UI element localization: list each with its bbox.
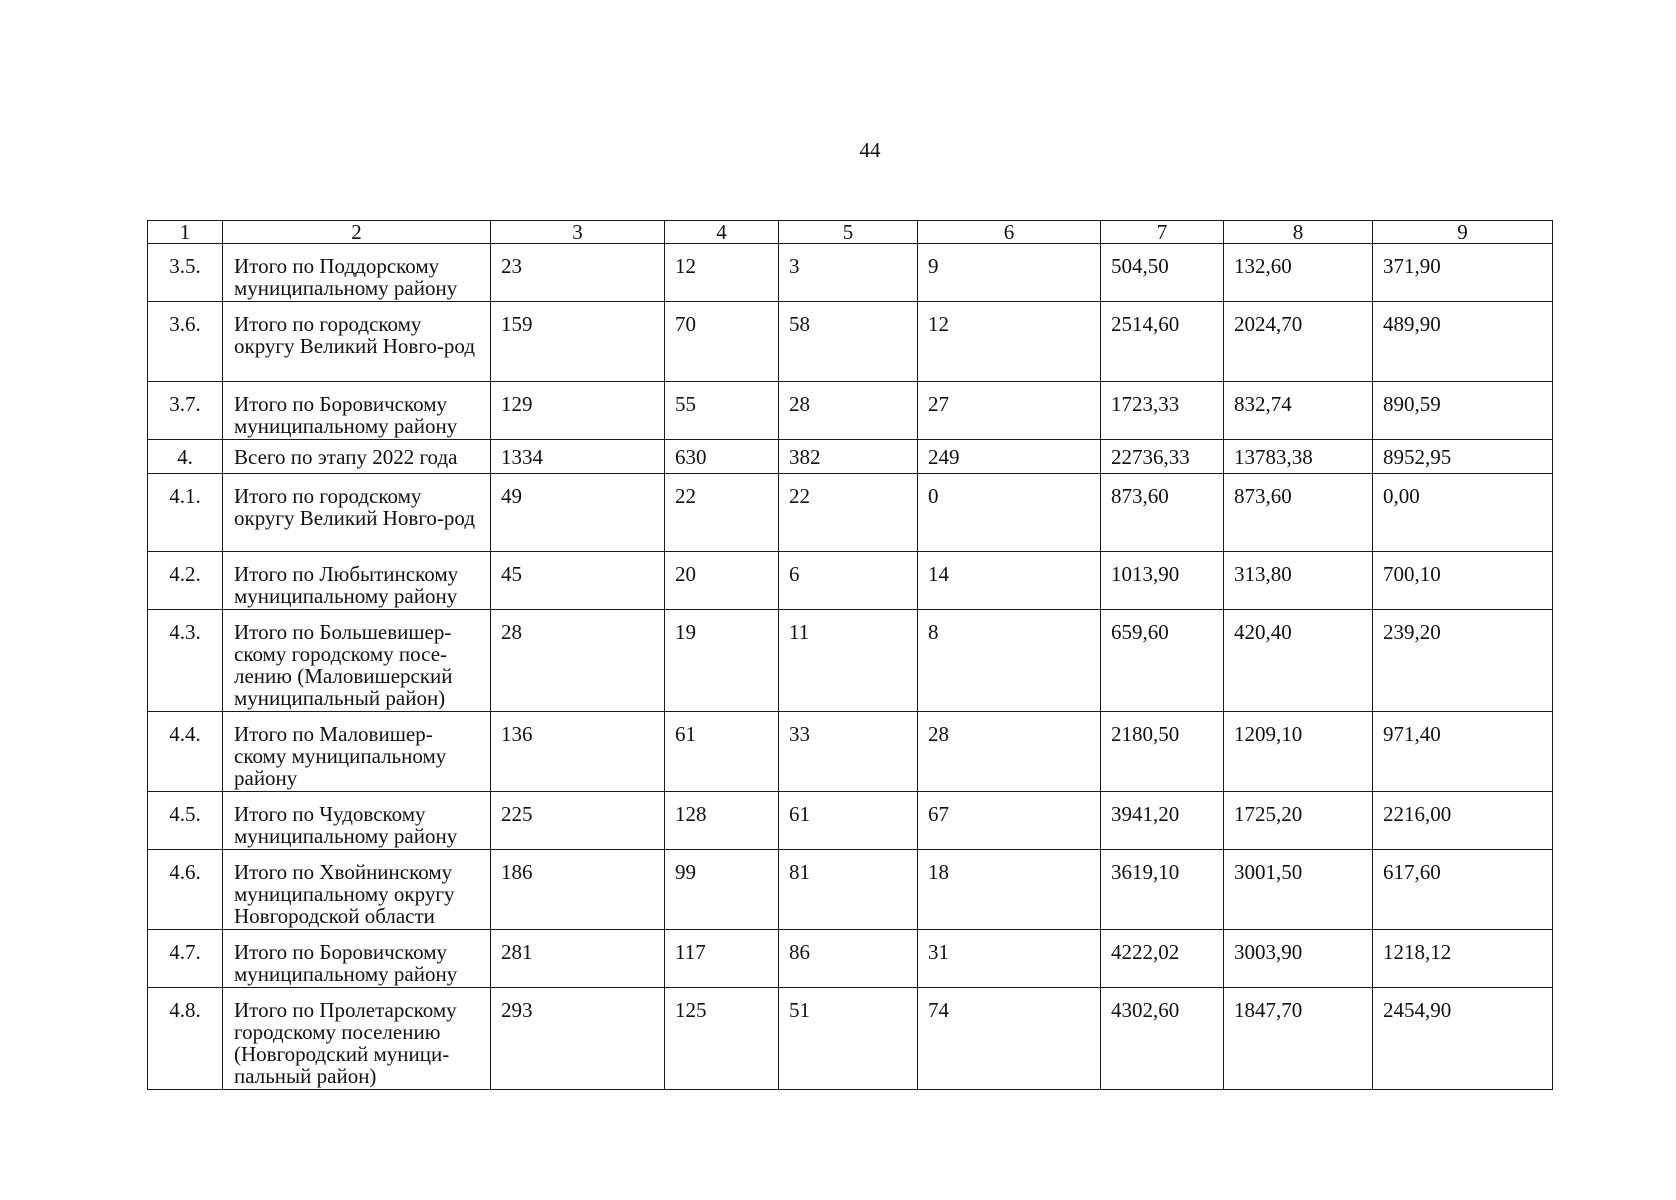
cell-col-4: 55	[665, 382, 779, 440]
cell-col-4: 99	[665, 850, 779, 930]
cell-col-5: 28	[779, 382, 918, 440]
cell-col-8: 1209,10	[1224, 712, 1373, 792]
cell-col-6: 74	[918, 988, 1101, 1090]
cell-col-6: 31	[918, 930, 1101, 988]
column-header-7: 7	[1101, 221, 1224, 244]
cell-col-7: 2514,60	[1101, 302, 1224, 382]
row-number: 4.3.	[148, 610, 223, 712]
cell-col-9: 2454,90	[1373, 988, 1553, 1090]
row-name: Итого по Большевишер-скому городскому посе-лению (Маловишерский муниципальный район)	[223, 610, 491, 712]
table-row	[148, 610, 1553, 712]
cell-col-3: 293	[491, 988, 665, 1090]
cell-col-5: 382	[779, 440, 918, 474]
cell-col-4: 125	[665, 988, 779, 1090]
table-row	[148, 712, 1553, 792]
cell-col-8: 313,80	[1224, 552, 1373, 610]
cell-col-3: 1334	[491, 440, 665, 474]
cell-col-5: 81	[779, 850, 918, 930]
cell-col-8: 420,40	[1224, 610, 1373, 712]
cell-col-8: 2024,70	[1224, 302, 1373, 382]
cell-col-4: 61	[665, 712, 779, 792]
cell-col-6: 67	[918, 792, 1101, 850]
cell-col-5: 58	[779, 302, 918, 382]
cell-col-5: 22	[779, 474, 918, 552]
column-header-6: 6	[918, 221, 1101, 244]
row-number: 4.5.	[148, 792, 223, 850]
row-name: Итого по городскому округу Великий Новго-род	[223, 474, 491, 552]
cell-col-9: 371,90	[1373, 244, 1553, 302]
cell-col-6: 28	[918, 712, 1101, 792]
row-number: 4.8.	[148, 988, 223, 1090]
row-number: 4.4.	[148, 712, 223, 792]
cell-col-8: 1725,20	[1224, 792, 1373, 850]
cell-col-3: 225	[491, 792, 665, 850]
cell-col-7: 4302,60	[1101, 988, 1224, 1090]
cell-col-4: 22	[665, 474, 779, 552]
row-name: Итого по Маловишер-скому муниципальному району	[223, 712, 491, 792]
table-row-total	[148, 440, 1553, 474]
row-name: Итого по Любытинскому муниципальному району	[223, 552, 491, 610]
cell-col-3: 136	[491, 712, 665, 792]
cell-col-7: 504,50	[1101, 244, 1224, 302]
row-number: 4.7.	[148, 930, 223, 988]
cell-col-3: 28	[491, 610, 665, 712]
column-header-2: 2	[223, 221, 491, 244]
column-header-5: 5	[779, 221, 918, 244]
cell-col-6: 14	[918, 552, 1101, 610]
cell-col-9: 0,00	[1373, 474, 1553, 552]
cell-col-6: 18	[918, 850, 1101, 930]
cell-col-4: 20	[665, 552, 779, 610]
row-name: Итого по Боровичскому муниципальному району	[223, 382, 491, 440]
cell-col-7: 659,60	[1101, 610, 1224, 712]
row-number: 4.1.	[148, 474, 223, 552]
row-name: Итого по Боровичскому муниципальному району	[223, 930, 491, 988]
table-row	[148, 850, 1553, 930]
cell-col-4: 19	[665, 610, 779, 712]
cell-col-6: 249	[918, 440, 1101, 474]
page-number: 44	[859, 138, 881, 162]
column-header-4: 4	[665, 221, 779, 244]
table-row	[148, 988, 1553, 1090]
cell-col-3: 281	[491, 930, 665, 988]
table-row	[148, 382, 1553, 440]
cell-col-6: 27	[918, 382, 1101, 440]
row-number: 4.6.	[148, 850, 223, 930]
cell-col-7: 1013,90	[1101, 552, 1224, 610]
cell-col-5: 6	[779, 552, 918, 610]
cell-col-4: 630	[665, 440, 779, 474]
row-number: 4.	[148, 440, 223, 474]
cell-col-6: 9	[918, 244, 1101, 302]
cell-col-6: 0	[918, 474, 1101, 552]
cell-col-8: 832,74	[1224, 382, 1373, 440]
cell-col-3: 49	[491, 474, 665, 552]
cell-col-3: 23	[491, 244, 665, 302]
cell-col-7: 22736,33	[1101, 440, 1224, 474]
column-header-9: 9	[1373, 221, 1553, 244]
cell-col-5: 61	[779, 792, 918, 850]
cell-col-7: 3619,10	[1101, 850, 1224, 930]
row-name: Итого по Хвойнинскому муниципальному округу Новгородской области	[223, 850, 491, 930]
table-row	[148, 792, 1553, 850]
cell-col-8: 132,60	[1224, 244, 1373, 302]
cell-col-9: 1218,12	[1373, 930, 1553, 988]
cell-col-3: 45	[491, 552, 665, 610]
cell-col-5: 33	[779, 712, 918, 792]
cell-col-5: 3	[779, 244, 918, 302]
cell-col-9: 617,60	[1373, 850, 1553, 930]
row-number: 3.5.	[148, 244, 223, 302]
cell-col-8: 3001,50	[1224, 850, 1373, 930]
cell-col-9: 239,20	[1373, 610, 1553, 712]
column-header-1: 1	[148, 221, 223, 244]
data-table	[147, 220, 1553, 1090]
cell-col-9: 8952,95	[1373, 440, 1553, 474]
cell-col-4: 128	[665, 792, 779, 850]
row-number: 3.6.	[148, 302, 223, 382]
cell-col-9: 971,40	[1373, 712, 1553, 792]
cell-col-5: 51	[779, 988, 918, 1090]
table-row	[148, 302, 1553, 382]
cell-col-3: 129	[491, 382, 665, 440]
cell-col-8: 3003,90	[1224, 930, 1373, 988]
cell-col-9: 2216,00	[1373, 792, 1553, 850]
cell-col-8: 13783,38	[1224, 440, 1373, 474]
cell-col-9: 890,59	[1373, 382, 1553, 440]
cell-col-6: 12	[918, 302, 1101, 382]
cell-col-7: 3941,20	[1101, 792, 1224, 850]
cell-col-7: 873,60	[1101, 474, 1224, 552]
table-row	[148, 930, 1553, 988]
cell-col-3: 159	[491, 302, 665, 382]
cell-col-8: 1847,70	[1224, 988, 1373, 1090]
table-row	[148, 474, 1553, 552]
table-row	[148, 552, 1553, 610]
row-name: Итого по Чудовскому муниципальному району	[223, 792, 491, 850]
cell-col-7: 4222,02	[1101, 930, 1224, 988]
cell-col-4: 117	[665, 930, 779, 988]
row-name: Итого по городскому округу Великий Новго-род	[223, 302, 491, 382]
cell-col-4: 70	[665, 302, 779, 382]
cell-col-5: 86	[779, 930, 918, 988]
table-header-row	[148, 221, 1553, 244]
column-header-3: 3	[491, 221, 665, 244]
cell-col-8: 873,60	[1224, 474, 1373, 552]
cell-col-6: 8	[918, 610, 1101, 712]
row-name: Всего по этапу 2022 года	[223, 440, 491, 474]
cell-col-9: 700,10	[1373, 552, 1553, 610]
row-name: Итого по Пролетарскому городскому поселению (Новгородский муници-пальный район)	[223, 988, 491, 1090]
column-header-8: 8	[1224, 221, 1373, 244]
cell-col-3: 186	[491, 850, 665, 930]
cell-col-7: 1723,33	[1101, 382, 1224, 440]
row-number: 4.2.	[148, 552, 223, 610]
row-name: Итого по Поддорскому муниципальному району	[223, 244, 491, 302]
cell-col-7: 2180,50	[1101, 712, 1224, 792]
cell-col-4: 12	[665, 244, 779, 302]
table-row	[148, 244, 1553, 302]
row-number: 3.7.	[148, 382, 223, 440]
cell-col-9: 489,90	[1373, 302, 1553, 382]
cell-col-5: 11	[779, 610, 918, 712]
